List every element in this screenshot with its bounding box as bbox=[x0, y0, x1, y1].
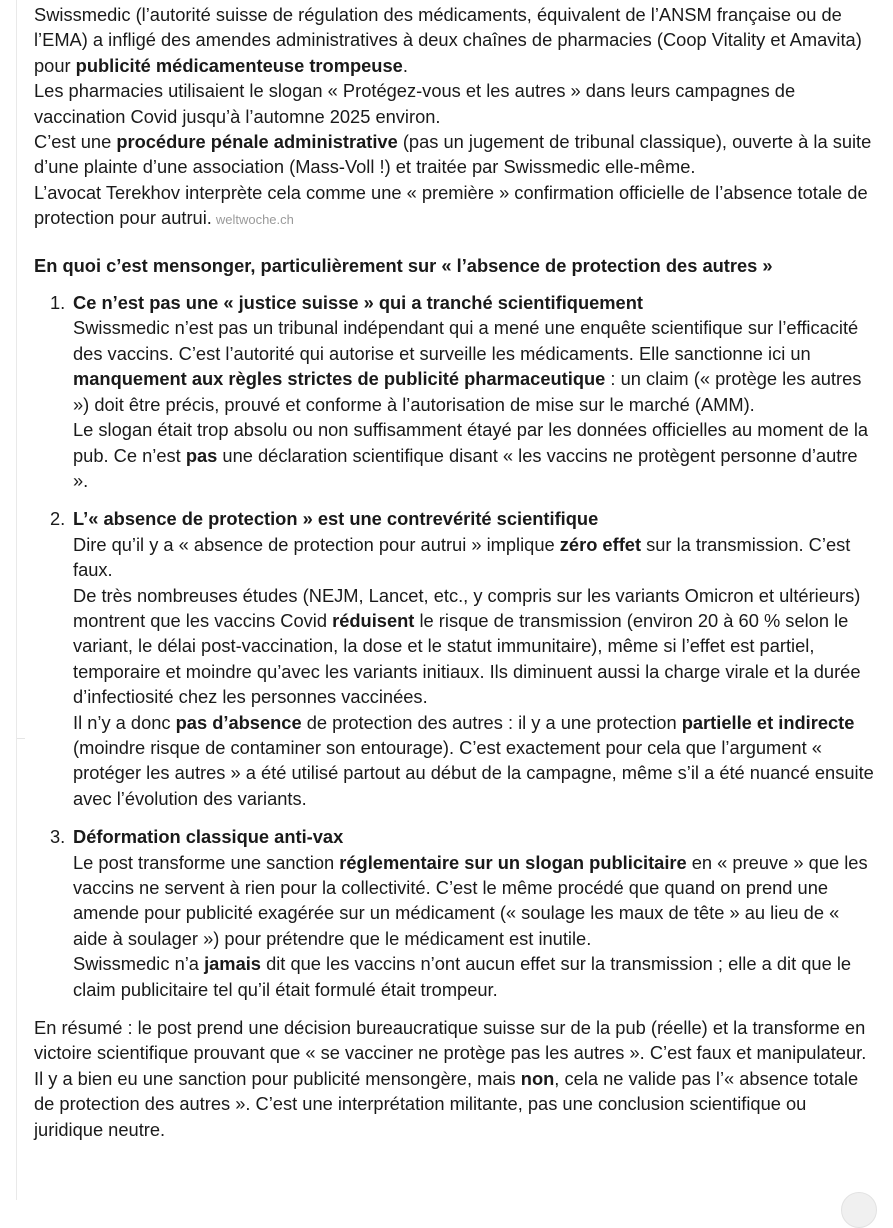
item-paragraph: Le post transforme une sanction réglementaire sur un slogan publicitaire en « preuve » que les vaccins ne servent à rien pour la collectivité. C’est le même procédé que quand on prend une amende pour publicité exagérée sur un médicament (« soulage les maux de tête » au lieu de « aide à soulager ») pour prétendre que le médicament est inutile. bbox=[73, 851, 868, 949]
list-item bbox=[34, 824, 876, 1002]
left-divider-rail bbox=[16, 0, 17, 1200]
list-item bbox=[34, 290, 876, 493]
item-paragraph: Il n’y a donc pas d’absence de protection des autres : il y a une protection partielle et indirecte (moindre risque de contaminer son entourage). C’est exactement pour cela que l’argument « protéger les autres » a été utilisé partout au début de la campagne, même s’il a été nuancé ensuite avec l’évolution des variants. bbox=[73, 711, 874, 809]
scroll-button[interactable] bbox=[841, 1192, 877, 1228]
section-heading: En quoi c’est mensonger, particulièrement sur « l’absence de protection des autres » bbox=[34, 254, 773, 276]
intro-paragraph-4: L’avocat Terekhov interprète cela comme une « première » confirmation officielle de l’absence totale de protection pour autrui. weltwoche.ch bbox=[34, 181, 868, 229]
message-content bbox=[34, 2, 876, 1142]
intro-paragraph-2: Les pharmacies utilisaient le slogan « Protégez-vous et les autres » dans leurs campagnes de vaccination Covid jusqu’à l’automne 2025 environ. bbox=[34, 80, 796, 127]
bold-phrase: procédure pénale administrative bbox=[116, 131, 398, 153]
bold-phrase: publicité médicamenteuse trompeuse bbox=[75, 54, 403, 76]
item-title: L’« absence de protection » est une contrevérité scientifique bbox=[73, 508, 599, 530]
list-number: 2. bbox=[50, 508, 66, 530]
item-paragraph: Swissmedic n’a jamais dit que les vaccins n’ont aucun effet sur la transmission ; elle a dit que le claim publicitaire tel qu’il était formulé était trompeur. bbox=[73, 953, 852, 1000]
intro-paragraph-1: Swissmedic (l’autorité suisse de régulation des médicaments, équivalent de l’ANSM française ou de l’EMA) a infligé des amendes administratives à deux chaînes de pharmacies (Coop Vitality et Amavita) pour publicité médicamenteuse trompeuse. bbox=[34, 4, 862, 76]
rail-tick bbox=[17, 738, 25, 739]
numbered-list bbox=[34, 290, 876, 1002]
intro-paragraph-3: C’est une procédure pénale administrative (pas un jugement de tribunal classique), ouverte à la suite d’une plainte d’une association (Mass-Voll !) et traitée par Swissmedic elle-même. bbox=[34, 131, 872, 178]
item-paragraph: Le slogan était trop absolu ou non suffisamment étayé par les données officielles au moment de la pub. Ce n’est pas une déclaration scientifique disant « les vaccins ne protègent personne d’autre ». bbox=[73, 419, 869, 491]
list-number: 1. bbox=[50, 292, 66, 314]
list-item bbox=[34, 506, 876, 811]
item-paragraph: De très nombreuses études (NEJM, Lancet, etc., y compris sur les variants Omicron et ultérieurs) montrent que les vaccins Covid réduisent le risque de transmission (environ 20 à 60 % selon le variant, le délai post-vaccination, la dose et le statut immunitaire), même si l’effet est partiel, temporaire et moindre qu’avec les variants initiaux. Ils diminuent aussi la charge virale et la durée d’infectiosité chez les personnes vaccinées. bbox=[73, 584, 861, 708]
item-title: Déformation classique anti-vax bbox=[73, 826, 344, 848]
item-paragraph: Swissmedic n’est pas un tribunal indépendant qui a mené une enquête scientifique sur l’efficacité des vaccins. C’est l’autorité qui autorise et surveille les médicaments. Elle sanctionne ici un manquement aux règles strictes de publicité pharmaceutique : un claim (« protège les autres ») doit être précis, prouvé et conforme à l’autorisation de mise sur le marché (AMM). bbox=[73, 317, 862, 415]
item-title: Ce n’est pas une « justice suisse » qui a tranché scientifiquement bbox=[73, 292, 643, 314]
summary-paragraph: En résumé : le post prend une décision bureaucratique suisse sur de la pub (réelle) et la transforme en victoire scientifique prouvant que « se vacciner ne protège pas les autres ». C’est faux et manipulateur. Il y a bien eu une sanction pour publicité mensongère, mais non, cela ne valide pas l’« absence totale de protection des autres ». C’est une interprétation militante, pas une conclusion scientifique ou juridique neutre. bbox=[34, 1017, 867, 1140]
list-number: 3. bbox=[50, 826, 66, 848]
item-paragraph: Dire qu’il y a « absence de protection pour autrui » implique zéro effet sur la transmission. C’est faux. bbox=[73, 533, 851, 581]
source-link[interactable]: weltwoche.ch bbox=[215, 212, 294, 228]
